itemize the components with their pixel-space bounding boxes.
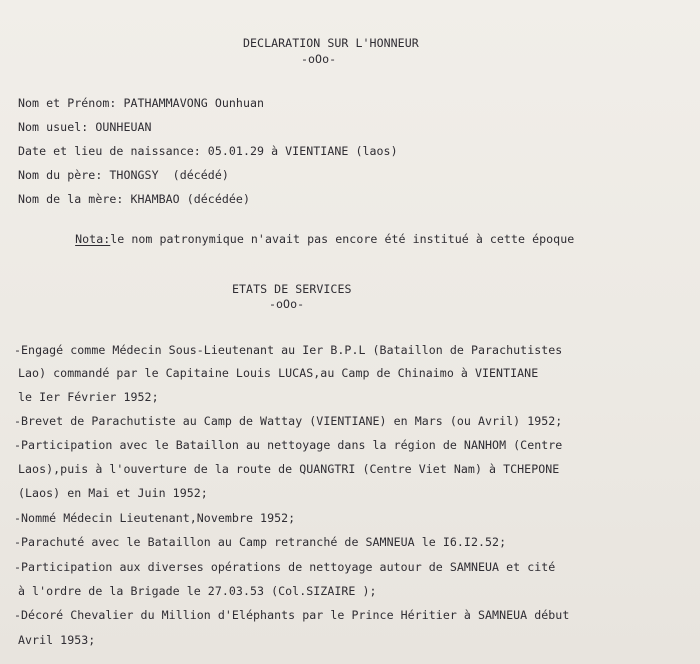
service-line: -Parachuté avec le Bataillon au Camp retranché de SAMNEUA le I6.I2.52; xyxy=(14,535,507,549)
service-line: -Nommé Médecin Lieutenant,Novembre 1952; xyxy=(14,511,296,525)
service-line: le Ier Février 1952; xyxy=(18,390,159,404)
declaration-title: DECLARATION SUR L'HONNEUR xyxy=(243,36,419,50)
service-line: Lao) commandé par le Capitaine Louis LUCAS,au Camp de Chinaimo à VIENTIANE xyxy=(18,366,539,380)
service-line: -Participation avec le Bataillon au nettoyage dans la région de NANHOM (Centre xyxy=(14,438,563,452)
nota-line xyxy=(47,218,574,260)
service-line: Laos),puis à l'ouverture de la route de QUANGTRI (Centre Viet Nam) à TCHEPONE xyxy=(18,462,560,476)
pere-line: Nom du père: THONGSY (décédé) xyxy=(18,168,229,182)
service-line: -Participation aux diverses opérations de nettoyage autour de SAMNEUA et cité xyxy=(14,560,556,574)
nom-prenom-line: Nom et Prénom: PATHAMMAVONG Ounhuan xyxy=(18,96,265,110)
declaration-separator: -oOo- xyxy=(301,52,337,66)
service-line: -Décoré Chevalier du Million d'Eléphants par le Prince Héritier à SAMNEUA début xyxy=(14,608,570,622)
mere-line: Nom de la mère: KHAMBAO (décédée) xyxy=(18,192,250,206)
service-line: Avril 1953; xyxy=(18,633,96,647)
service-line: -Engagé comme Médecin Sous-Lieutenant au Ier B.P.L (Bataillon de Parachutistes xyxy=(14,343,563,357)
nom-usuel-line: Nom usuel: OUNHEUAN xyxy=(18,120,152,134)
service-line: à l'ordre de la Brigade le 27.03.53 (Col.SIZAIRE ); xyxy=(18,584,377,598)
services-title: ETATS DE SERVICES xyxy=(232,282,352,296)
nota-text: le nom patronymique n'avait pas encore été institué à cette époque xyxy=(110,232,575,246)
naissance-line: Date et lieu de naissance: 05.01.29 à VIENTIANE (laos) xyxy=(18,144,398,158)
service-line: (Laos) en Mai et Juin 1952; xyxy=(18,486,208,500)
nota-label: Nota: xyxy=(75,232,111,246)
services-separator: -oOo- xyxy=(269,297,305,311)
service-line: -Brevet de Parachutiste au Camp de Wattay (VIENTIANE) en Mars (ou Avril) 1952; xyxy=(14,414,563,428)
